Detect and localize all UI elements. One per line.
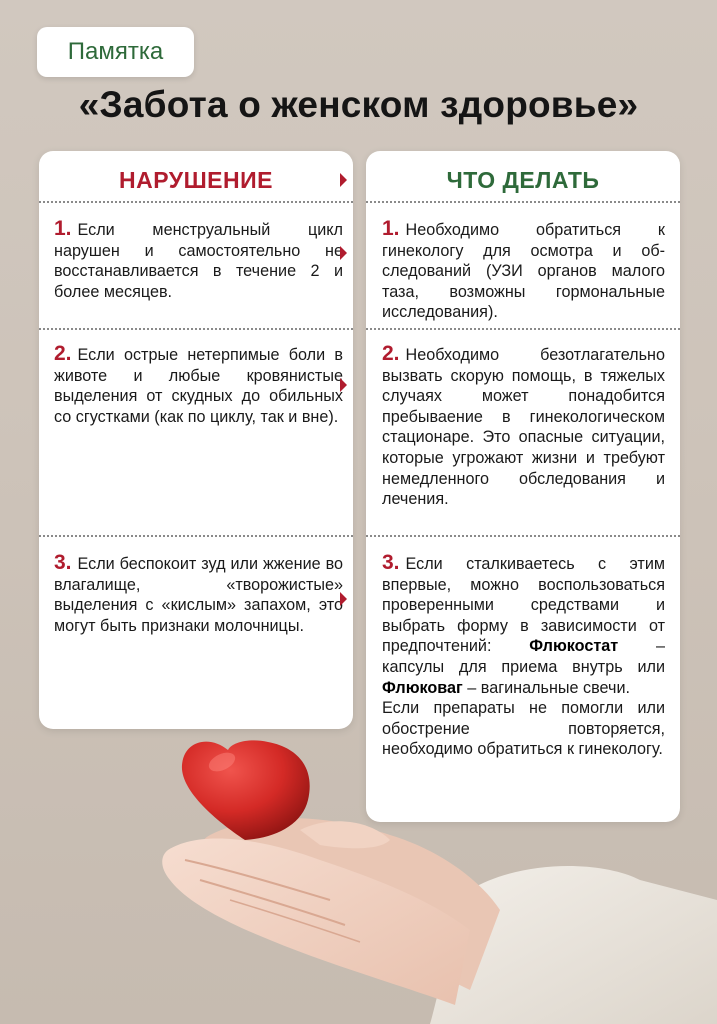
- item-number: 1.: [54, 217, 72, 240]
- issue-text: Если менструальный цикл нарушен и самостоятельно не восстанавливается в течение 2 и более месяцев.: [54, 221, 343, 301]
- action-item-2: [382, 344, 665, 510]
- item-number: 1.: [382, 217, 400, 240]
- action-text: Необходимо безотлагательно вызвать скорую помощь, в тяжелых случаях может понадобится пребываение в гинекологическом стационаре. Это опасные ситуации, которые угрожают жизни и требуют немедленного обследования и лечения.: [382, 346, 665, 509]
- issues-card: [39, 151, 353, 729]
- drug-description: – вагинальные свечи.: [462, 678, 630, 697]
- back-hand: [195, 818, 500, 990]
- front-hand: [162, 839, 470, 1005]
- issues-heading: НАРУШЕНИЕ: [119, 167, 273, 193]
- divider: [366, 201, 680, 203]
- divider: [39, 328, 353, 330]
- action-outro: Если препараты не помогли или обострение повторяется, необходимо обратиться к гинекологу.: [382, 699, 665, 759]
- sweater-sleeve: [430, 866, 717, 1024]
- issue-text: Если беспокоит зуд или жжение во влагалище, «творожистые» выделения с «кислым» запахом, это могут быть признаки молочницы.: [54, 555, 343, 635]
- issue-item-2: [54, 344, 343, 427]
- divider: [366, 535, 680, 537]
- action-item-1: [382, 219, 665, 323]
- drug-name: Флюкостат: [529, 637, 619, 656]
- item-number: 3.: [382, 551, 400, 574]
- item-number: 3.: [54, 551, 72, 574]
- divider: [39, 535, 353, 537]
- action-text: Необходимо обратиться к гинекологу для осмотра и обследований (УЗИ органов малого таза, возможны гормональные исследования).: [382, 221, 665, 322]
- arrow-right-icon: [340, 378, 347, 392]
- page-title: «Забота о женском здоровье»: [78, 84, 639, 125]
- divider: [39, 201, 353, 203]
- arrow-right-icon: [340, 173, 347, 187]
- action-intro: Если сталкиваетесь с этим впервые, можно воспользоваться проверенными средствами и выбрать форму в зависимости от предпочтений:: [382, 555, 665, 656]
- drug-name: Флюковаг: [382, 678, 463, 697]
- thumb: [300, 821, 390, 848]
- arrow-right-icon: [340, 246, 347, 260]
- memo-tag: Памятка: [37, 27, 194, 77]
- heart-icon: [182, 740, 310, 840]
- actions-heading: ЧТО ДЕЛАТЬ: [446, 167, 600, 193]
- arrow-right-icon: [340, 592, 347, 606]
- item-number: 2.: [382, 342, 400, 365]
- drug-description: – капсулы для приема внутрь или: [382, 637, 665, 676]
- divider: [366, 328, 680, 330]
- item-number: 2.: [54, 342, 72, 365]
- actions-card: [366, 151, 680, 822]
- issue-text: Если острые нетерпимые боли в животе и любые кровянистые выделения от скудных до обильных со сгустками (как по циклу, так и вне).: [54, 346, 343, 426]
- issue-item-3: [54, 553, 343, 636]
- action-item-3: [382, 553, 665, 760]
- issue-item-1: [54, 219, 343, 302]
